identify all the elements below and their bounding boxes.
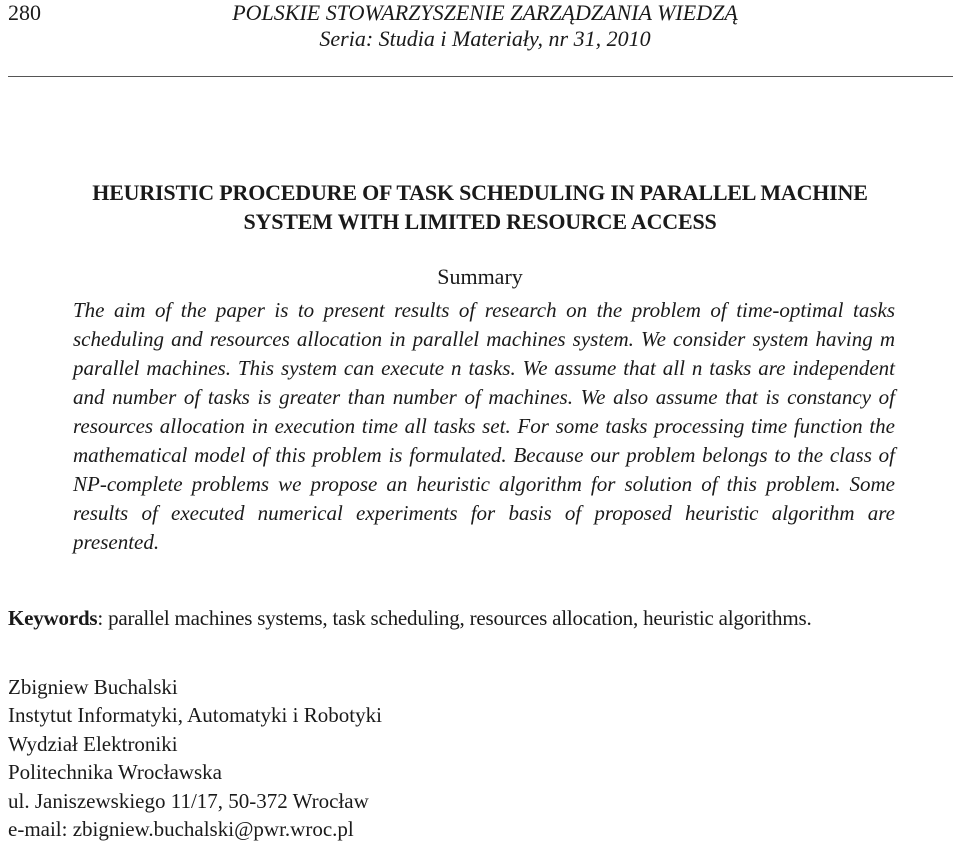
summary-heading: Summary [437, 264, 523, 289]
author-institute: Instytut Informatyki, Automatyki i Robotyki [8, 703, 382, 728]
page-number: 280 [8, 0, 41, 25]
author-email: e-mail: zbigniew.buchalski@pwr.wroc.pl [8, 817, 354, 842]
author-university: Politechnika Wrocławska [8, 760, 222, 785]
title-line-2: SYSTEM WITH LIMITED RESOURCE ACCESS [243, 209, 717, 234]
paper-title [0, 178, 960, 236]
series-info: Seria: Studia i Materiały, nr 31, 2010 [319, 26, 651, 51]
keywords [8, 604, 960, 632]
author-block [8, 673, 382, 843]
keywords-list: : parallel machines systems, task scheduling, resources allocation, heuristic algorithms. [97, 606, 812, 630]
keywords-label: Keywords [8, 606, 98, 630]
author-address: ul. Janiszewskiego 11/17, 50-372 Wrocław [8, 788, 369, 813]
journal-name: POLSKIE STOWARZYSZENIE ZARZĄDZANIA WIEDZĄ [232, 0, 738, 25]
title-line-1: HEURISTIC PROCEDURE OF TASK SCHEDULING IN PARALLEL MACHINE [92, 180, 868, 205]
author-name: Zbigniew Buchalski [8, 675, 178, 699]
running-head [205, 0, 765, 52]
author-faculty: Wydział Elektroniki [8, 731, 178, 756]
header-rule [8, 76, 953, 77]
abstract-text: The aim of the paper is to present results of research on the problem of time-optimal tasks scheduling and resources allocation in parallel machines system. We consider system having m parallel machines. This system can execute n tasks. We assume that all n tasks are independent and number of tasks is greater than number of machines. We also assume that is constancy of resources allocation in execution time all tasks set. For some tasks processing time function the mathematical model of this problem is formulated. Because our problem belongs to the class of NP-complete problems we propose an heuristic algorithm for solution of this problem. Some results of executed numerical experiments for basis of proposed heuristic algorithm are presented. [73, 298, 895, 554]
